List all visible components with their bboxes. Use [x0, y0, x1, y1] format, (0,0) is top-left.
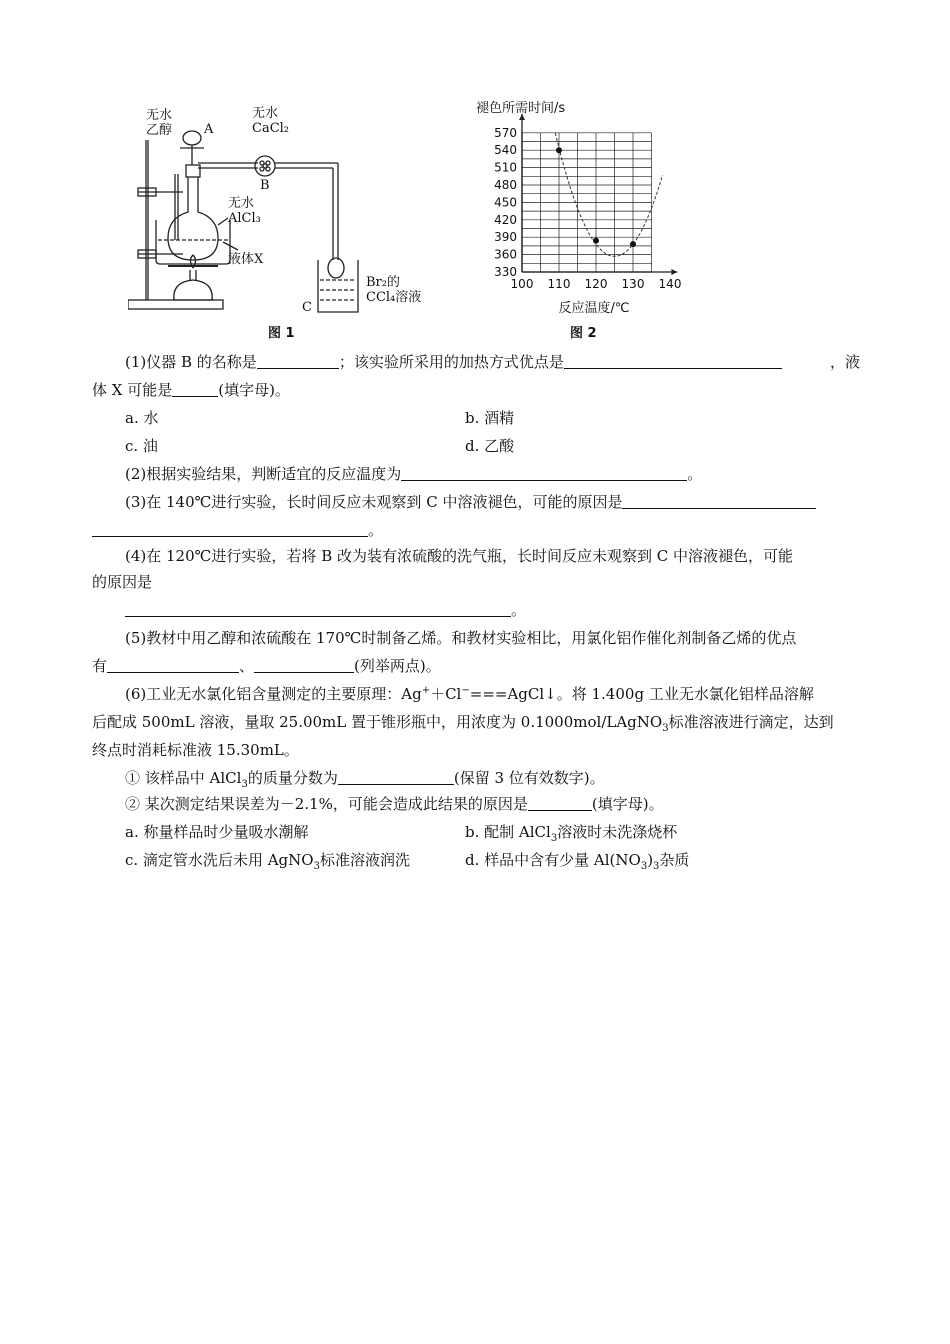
q1-option-c: c. 油 [125, 437, 158, 455]
stand-base [128, 300, 223, 309]
label-anhydrous-cacl2: 无水 CaCl₂ [252, 106, 290, 136]
x-tick-label: 130 [621, 277, 645, 291]
label-a: A [204, 122, 214, 137]
y-tick-label: 330 [494, 265, 517, 279]
beaker-c [318, 260, 358, 312]
q4-line3: 。 [125, 600, 860, 620]
y-tick-label: 360 [494, 247, 517, 262]
q1-line2: 体 X 可能是 (填字母)。 [92, 381, 290, 399]
y-tick-label: 540 [494, 143, 517, 158]
figure-2-caption: 图 2 [570, 326, 597, 341]
q1-option-d: d. 乙酸 [465, 437, 515, 455]
q1-line1: (1)仪器 B 的名称是 ；该实验所采用的加热方式优点是 ，液 [125, 353, 860, 371]
data-point [630, 241, 636, 247]
x-tick-label: 110 [547, 277, 571, 291]
y-tick-label: 390 [494, 230, 517, 245]
q1-options-cd [125, 436, 860, 456]
q1-option-b: b. 酒精 [465, 409, 515, 427]
figure-2-chart [470, 100, 690, 320]
label-anhydrous-ethanol: 无水 乙醇 [146, 108, 173, 138]
x-axis-label: 反应温度/℃ [558, 301, 630, 316]
q4-blank[interactable] [125, 602, 511, 617]
q4-line1: (4)在 120℃进行实验，若将 B 改为装有浓硫酸的洗气瓶，长时间反应未观察到 C 中溶液褪色，可能 [125, 547, 794, 565]
alcohol-lamp [174, 280, 212, 300]
q1-option-a: a. 水 [125, 409, 159, 427]
q5-blank-1[interactable] [107, 658, 239, 673]
label-b: B [260, 178, 270, 193]
q6-line2: 后配成 500mL 溶液，量取 25.00mL 置于锥形瓶中，用浓度为 0.1000mol/LAgNO$_3$标准溶液进行滴定，达到 [92, 713, 834, 734]
q6-sub1: ① 该样品中 AlCl$_3$的质量分数为 (保留 3 位有效数字)。 [125, 769, 605, 790]
dropping-funnel-a [183, 131, 201, 145]
q6-options-ab [125, 822, 860, 842]
q3-blank-2[interactable] [92, 522, 368, 537]
q3-line1: (3)在 140℃进行实验，长时间反应未观察到 C 中溶液褪色，可能的原因是 [125, 492, 860, 512]
q6-sub2: ② 某次测定结果误差为－2.1%，可能会造成此结果的原因是 (填字母)。 [125, 795, 664, 813]
label-liquid-x: 液体X [228, 252, 264, 267]
y-tick-label: 420 [494, 212, 517, 227]
q6-option-d: d. 样品中含有少量 $Al(NO_3)_3$杂质 [465, 851, 690, 872]
chart-svg [470, 100, 690, 320]
q3-blank-1[interactable] [622, 494, 816, 509]
q6-line3: 终点时消耗标准液 15.30mL。 [92, 741, 299, 759]
q4-line2: 的原因是 [92, 573, 153, 591]
figure-1-caption: 图 1 [268, 326, 295, 341]
gas-bulb [328, 258, 344, 278]
y-tick-label: 510 [494, 160, 517, 175]
data-point [593, 238, 599, 244]
q5-line1: (5)教材中用乙醇和浓硫酸在 170℃时制备乙烯。和教材实验相比，用氯化铝作催化剂制备乙烯的优点 [125, 629, 797, 647]
label-c: C [302, 300, 312, 315]
drying-tube-b [255, 156, 275, 176]
q6-options-cd [125, 850, 860, 870]
q6-option-c: c. 滴定管水洗后未用 AgNO$_3$标准溶液润洗 [125, 851, 410, 872]
q6-option-a: a. 称量样品时少量吸水潮解 [125, 823, 309, 841]
x-tick-label: 120 [584, 277, 608, 291]
q6-line1: (6)工业无水氯化铝含量测定的主要原理：Ag+＋Cl−===AgCl↓。将 1.400g 工业无水氯化铝样品溶解 [125, 685, 814, 703]
q2-line: (2)根据实验结果，判断适宜的反应温度为 。 [125, 465, 703, 483]
label-br2-solution: Br₂的 CCl₄溶液 [366, 275, 422, 305]
q6-option-b: b. 配制 AlCl$_3$溶液时未洗涤烧杯 [465, 823, 678, 844]
y-tick-label: 450 [494, 195, 517, 210]
data-point [556, 147, 562, 153]
y-tick-label: 480 [494, 178, 517, 192]
y-axis-label: 褪色所需时间/s [476, 101, 566, 116]
x-axis-arrow [671, 269, 677, 275]
x-tick-label: 140 [658, 277, 682, 291]
figure-1-apparatus [128, 100, 428, 320]
q1-options-ab [125, 408, 860, 428]
fit-curve-dashed [555, 133, 662, 256]
q1-blank-heating[interactable] [564, 354, 782, 369]
q1-blank-b-name[interactable] [257, 354, 339, 369]
q6-blank-reason[interactable] [528, 796, 592, 811]
q3-line2: 。 [92, 520, 860, 540]
q1-blank-liquid[interactable] [172, 382, 218, 397]
liquid-bath [156, 220, 230, 264]
y-tick-label: 570 [494, 125, 517, 140]
x-tick-label: 100 [510, 277, 534, 291]
q5-blank-2[interactable] [254, 658, 354, 673]
label-anhydrous-alcl3: 无水 AlCl₃ [228, 196, 261, 226]
q6-blank-mass-fraction[interactable] [338, 770, 454, 785]
q2-blank-temperature[interactable] [401, 466, 687, 481]
q5-line2: 有 、 (列举两点)。 [92, 657, 441, 675]
